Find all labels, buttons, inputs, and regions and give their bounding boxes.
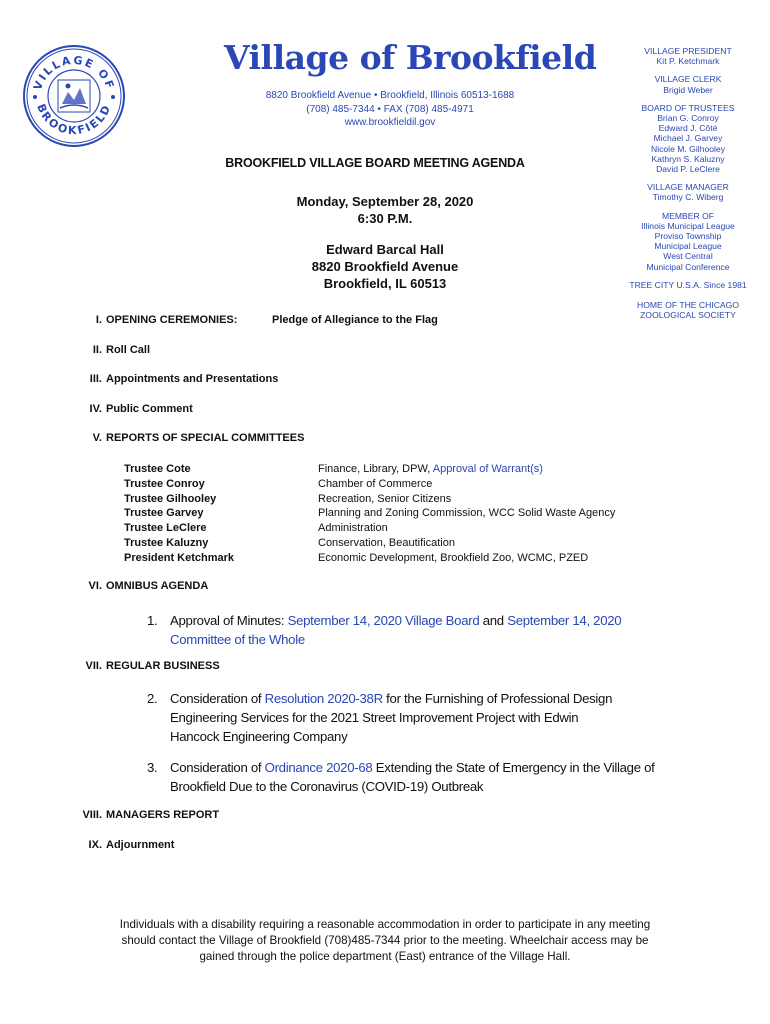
venue-address: 8820 Brookfield Avenue [311,259,459,274]
section-label: Public Comment [106,403,193,415]
committee-duties: Economic Development, Brookfield Zoo, WCMC, PZED [318,551,589,564]
committee-row [124,492,644,507]
contact-block [230,89,550,130]
committee-row [124,477,644,492]
item-text: Hancock Engineering Company [170,729,348,744]
section-label: Roll Call [106,344,151,356]
member-org: West Central [663,251,713,262]
section-number: V. [92,432,102,444]
trustee-name: Kathryn S. Kaluzny [651,153,725,164]
section-number: VI. [88,580,102,592]
trustee-name: Nicole M. Gilhooley [650,143,726,154]
section-detail: Pledge of Allegiance to the Flag [272,314,438,326]
ordinance-link[interactable]: Ordinance 2020-68 [264,760,373,775]
item-number: 3. [147,760,158,775]
committee-minutes-link[interactable]: Committee of the Whole [170,632,305,647]
notice-line: Individuals with a disability requiring a reasonable accommodation in order to participate in any meeting [119,918,651,931]
member-org: Proviso Township [654,231,722,242]
committee-duties: Administration [318,522,388,535]
section-number: VII. [85,660,102,672]
member-title: MEMBER OF [661,210,715,221]
member-org: Illinois Municipal League [641,220,735,231]
section-adjournment [78,839,174,851]
trustee-name: Trustee Cote [124,463,191,475]
item-text: Consideration of [170,760,265,775]
committee-list [124,462,644,566]
clerk-name: Brigid Weber [663,84,713,95]
trustee-name: Trustee LeClere [124,522,207,535]
item-text: Engineering Services for the 2021 Street Improvement Project with Edwin [170,710,579,725]
section-opening-ceremonies [78,314,438,326]
section-number: I. [95,314,102,326]
president-name: Kit P. Ketchmark [656,56,720,67]
item-number: 2. [147,691,158,706]
committee-duties: Conservation, Beautification [318,536,455,549]
president-name: President Ketchmark [124,551,235,564]
committee-row [124,506,644,521]
resolution-link[interactable]: Resolution 2020-38R [264,691,383,706]
trustee-name: Trustee Conroy [124,477,205,490]
section-managers-report [78,809,219,821]
section-label: REPORTS OF SPECIAL COMMITTEES [106,432,305,444]
trustees-title: BOARD OF TRUSTEES [641,102,735,113]
zoo-line: HOME OF THE CHICAGO [636,300,740,311]
phone-fax-line: (708) 485-7344 • FAX (708) 485-4971 [306,103,474,115]
agenda-item-3 [147,758,667,796]
committee-duties: Planning and Zoning Commission, WCC Solid Waste Agency [318,507,616,520]
accessibility-notice [80,917,690,965]
trustee-name: Brian G. Conroy [657,113,719,124]
manager-name: Timothy C. Wiberg [652,192,724,203]
committee-row [124,536,644,551]
trustee-name: Edward J. Côté [658,123,718,134]
meeting-time: 6:30 P.M. [357,211,413,226]
committee-duties [318,462,644,477]
officials-sidebar [602,46,770,330]
address-line: 8820 Brookfield Avenue • Brookfield, Illinois 60513-1688 [265,90,515,101]
section-label: Appointments and Presentations [106,373,279,385]
section-number: IX. [88,839,102,851]
notice-line: should contact the Village of Brookfield (708)485-7344 prior to the meeting. Wheelchair access may be [121,934,649,947]
committee-row [124,551,644,566]
committee-row [124,462,644,477]
section-number: IV. [89,403,102,415]
notice-line: gained through the police department (East) entrance of the Village Hall. [199,950,571,963]
section-roll-call [78,344,150,356]
trustee-name: Michael J. Garvey [653,133,723,144]
member-org: Municipal League [654,241,722,252]
section-omnibus-agenda [78,580,208,592]
section-regular-business [78,660,220,672]
trustee-name: Trustee Gilhooley [124,492,217,505]
tree-city-line: TREE CITY U.S.A. Since 1981 [629,279,747,290]
village-board-minutes-link[interactable]: September 14, 2020 Village Board [287,613,480,628]
section-number: III. [89,373,102,385]
section-public-comment [78,403,193,415]
meeting-venue: Edward Barcal Hall [326,242,444,257]
agenda-item-2 [147,689,667,746]
clerk-title: VILLAGE CLERK [654,74,722,85]
approval-of-warrants-link[interactable]: Approval of Warrant(s) [432,463,543,475]
committee-duties: Chamber of Commerce [318,477,433,490]
member-org: Municipal Conference [646,261,730,272]
committee-row [124,521,644,536]
section-appointments [78,373,278,385]
item-text: Brookfield Due to the Coronavirus (COVID-19) Outbreak [170,779,484,794]
manager-title: VILLAGE MANAGER [647,182,729,193]
section-label: OMNIBUS AGENDA [106,580,209,592]
duty-text: Finance, Library, DPW, [318,463,433,475]
svg-text:BROOKFIELD: BROOKFIELD [34,101,114,138]
village-seal-logo [22,44,126,148]
section-special-committees [78,432,304,444]
section-label: OPENING CEREMONIES: [106,314,238,326]
village-title: Village of Brookfield [224,38,597,77]
committee-duties: Recreation, Senior Citizens [318,492,452,505]
section-number: II. [92,344,102,356]
section-number: VIII. [82,809,102,821]
venue-city: Brookfield, IL 60513 [323,276,447,291]
item-text: Consideration of [170,691,265,706]
committee-minutes-link[interactable]: September 14, 2020 [507,613,622,628]
agenda-item-1 [147,611,667,649]
meeting-info [240,193,530,292]
agenda-title: BROOKFIELD VILLAGE BOARD MEETING AGENDA [225,156,525,170]
website-link[interactable]: www.brookfieldil.gov [344,117,436,128]
trustee-name: Trustee Kaluzny [124,536,209,549]
item-text: and [479,613,508,628]
president-title: VILLAGE PRESIDENT [644,46,732,56]
item-text: for the Furnishing of Professional Design [382,691,613,706]
section-label: Adjournment [106,839,175,851]
zoo-line: ZOOLOGICAL SOCIETY [640,310,736,321]
meeting-date: Monday, September 28, 2020 [296,194,474,209]
trustee-name: David P. LeClere [656,164,720,175]
section-label: MANAGERS REPORT [106,809,220,821]
trustee-name: Trustee Garvey [124,507,204,520]
item-number: 1. [147,613,158,628]
svg-text:VILLAGE OF: VILLAGE OF [31,53,117,92]
item-text: Approval of Minutes: [170,613,288,628]
section-label: REGULAR BUSINESS [106,660,220,672]
item-text: Extending the State of Emergency in the Village of [372,760,655,775]
